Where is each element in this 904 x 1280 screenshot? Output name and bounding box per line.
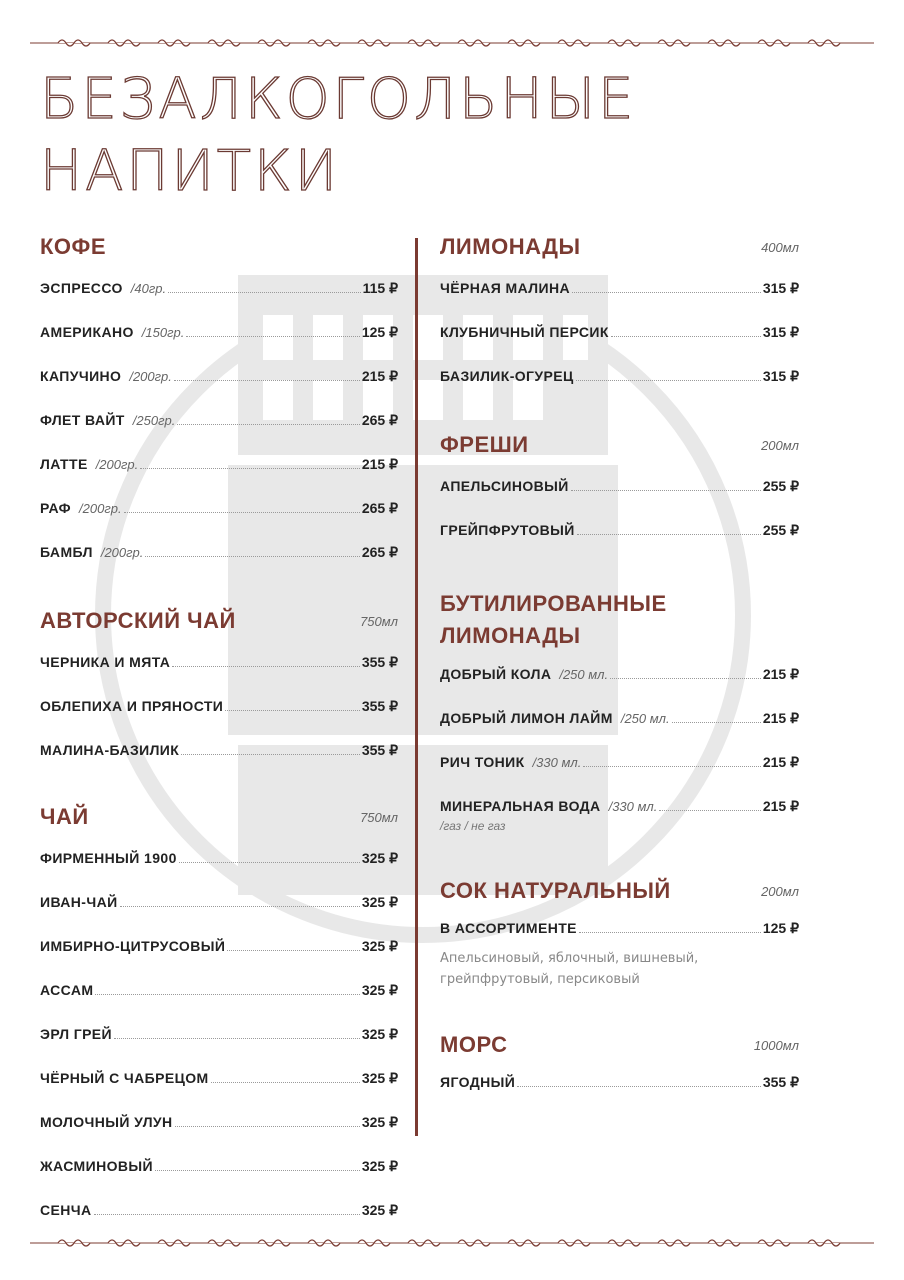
menu-item xyxy=(40,698,398,718)
ornament-wave xyxy=(208,1240,240,1246)
item-price: 355 ₽ xyxy=(361,654,398,670)
menu-item xyxy=(40,280,398,300)
menu-item xyxy=(440,920,799,940)
ornament-wave xyxy=(58,40,90,46)
item-name: АПЕЛЬСИНОВЫЙ xyxy=(440,478,569,494)
dot-leader xyxy=(155,1170,360,1171)
title-line-1: БЕЗАЛКОГОЛЬНЫЕ xyxy=(40,67,637,132)
page-title xyxy=(40,64,636,208)
item-volume: /250 мл. xyxy=(620,711,670,726)
item-price: 325 ₽ xyxy=(361,894,398,910)
item-name: РИЧ ТОНИК xyxy=(440,754,525,770)
dot-leader xyxy=(659,810,760,811)
section-title: СОК НАТУРАЛЬНЫЙ xyxy=(440,878,671,903)
ornament-wave xyxy=(708,1240,740,1246)
top-ornament xyxy=(30,36,874,50)
ornament-wave xyxy=(158,1240,190,1246)
section-title: ЛИМОНАДЫ xyxy=(440,234,581,259)
ornament-wave xyxy=(508,1240,540,1246)
ornament-wave xyxy=(208,40,240,46)
dot-leader xyxy=(571,490,761,491)
juice-description xyxy=(440,948,698,990)
ornament-wave xyxy=(458,1240,490,1246)
menu-item xyxy=(40,368,398,388)
item-name: МИНЕРАЛЬНАЯ ВОДА xyxy=(440,798,601,814)
item-name: РАФ xyxy=(40,500,72,516)
item-volume: /150гр. xyxy=(141,325,185,340)
section-title: ФРЕШИ xyxy=(440,432,529,457)
item-name: ЭРЛ ГРЕЙ xyxy=(40,1026,113,1042)
item-name: ГРЕЙПФРУТОВЫЙ xyxy=(440,522,575,538)
menu-item xyxy=(40,1114,398,1134)
ornament-wave xyxy=(308,40,340,46)
dot-leader xyxy=(227,950,360,951)
dot-leader xyxy=(672,722,761,723)
dot-leader xyxy=(583,766,761,767)
dot-leader xyxy=(120,906,360,907)
column-divider xyxy=(415,238,418,1136)
item-name: МОЛОЧНЫЙ УЛУН xyxy=(40,1114,173,1130)
item-name: ЭСПРЕССО xyxy=(40,280,123,296)
item-name: В АССОРТИМЕНТЕ xyxy=(440,920,577,936)
section-volume: 400мл xyxy=(761,240,799,255)
item-name: ЛАТТЕ xyxy=(40,456,88,472)
menu-item xyxy=(440,710,799,730)
section-fresh xyxy=(440,432,799,538)
section-bottled-lemonades xyxy=(440,588,799,833)
item-name: АССАМ xyxy=(40,982,94,998)
item-price: 255 ₽ xyxy=(762,522,799,538)
item-name: ДОБРЫЙ КОЛА xyxy=(440,666,552,682)
ornament-wave xyxy=(108,40,140,46)
item-price: 215 ₽ xyxy=(762,710,799,726)
item-price: 215 ₽ xyxy=(762,666,799,682)
description-line-1: Апельсиновый, яблочный, вишневый, xyxy=(440,951,699,966)
title-line-2: НАПИТКИ xyxy=(40,139,341,204)
menu-item xyxy=(440,368,799,388)
item-volume: /250гр. xyxy=(132,413,176,428)
ornament-wave xyxy=(158,40,190,46)
item-price: 325 ₽ xyxy=(361,1202,398,1218)
item-volume: /200гр. xyxy=(79,501,122,516)
item-price: 215 ₽ xyxy=(762,798,799,814)
ornament-wave xyxy=(458,40,490,46)
ornament-wave xyxy=(58,1240,90,1246)
menu-item xyxy=(40,938,398,958)
dot-leader xyxy=(114,1038,360,1039)
dot-leader xyxy=(611,336,761,337)
ornament-wave xyxy=(608,1240,640,1246)
item-volume: /250 мл. xyxy=(559,667,609,682)
item-name: ЖАСМИНОВЫЙ xyxy=(40,1158,153,1174)
section-title xyxy=(440,588,799,652)
item-volume: /330 мл. xyxy=(608,799,658,814)
section-title: АВТОРСКИЙ ЧАЙ xyxy=(40,608,236,633)
section-coffee xyxy=(40,234,398,560)
ornament-wave xyxy=(758,40,790,46)
item-price: 215 ₽ xyxy=(361,368,398,384)
item-price: 115 ₽ xyxy=(362,280,398,296)
ornament-wave xyxy=(258,40,290,46)
dot-leader xyxy=(145,556,359,557)
section-tea xyxy=(40,804,398,1218)
dot-leader xyxy=(225,710,360,711)
ornament-wave xyxy=(708,40,740,46)
dot-leader xyxy=(576,380,761,381)
item-price: 355 ₽ xyxy=(361,698,398,714)
section-volume: 200мл xyxy=(761,884,799,899)
menu-item xyxy=(40,982,398,1002)
bottom-ornament xyxy=(30,1236,874,1250)
dot-leader xyxy=(577,534,761,535)
item-price: 325 ₽ xyxy=(361,938,398,954)
dot-leader xyxy=(124,512,360,513)
ornament-wave xyxy=(758,1240,790,1246)
dot-leader xyxy=(94,1214,360,1215)
item-price: 265 ₽ xyxy=(361,412,398,428)
item-volume: /330 мл. xyxy=(532,755,582,770)
menu-item xyxy=(40,850,398,870)
menu-item xyxy=(40,1026,398,1046)
menu-item xyxy=(440,666,799,686)
item-name: ИВАН-ЧАЙ xyxy=(40,894,118,910)
item-name: СЕНЧА xyxy=(40,1202,92,1218)
dot-leader xyxy=(177,424,360,425)
item-price: 325 ₽ xyxy=(361,1070,398,1086)
item-name: БАЗИЛИК-ОГУРЕЦ xyxy=(440,368,574,384)
item-price: 355 ₽ xyxy=(361,742,398,758)
menu-item xyxy=(440,280,799,300)
menu-item xyxy=(40,500,398,520)
ornament-wave xyxy=(558,40,590,46)
dot-leader xyxy=(140,468,360,469)
item-price: 315 ₽ xyxy=(762,324,799,340)
item-price: 125 ₽ xyxy=(762,920,799,936)
section-title-line-1: БУТИЛИРОВАННЫЕ xyxy=(440,591,667,616)
item-price: 325 ₽ xyxy=(361,1114,398,1130)
item-name: ИМБИРНО-ЦИТРУСОВЫЙ xyxy=(40,938,226,954)
description-line-2: грейпфрутовый, персиковый xyxy=(440,972,640,987)
section-title: МОРС xyxy=(440,1032,508,1057)
section-author-tea xyxy=(40,608,398,758)
dot-leader xyxy=(172,666,360,667)
section-juice xyxy=(440,878,799,987)
menu-item xyxy=(440,324,799,344)
item-price: 265 ₽ xyxy=(361,500,398,516)
ornament-wave xyxy=(108,1240,140,1246)
dot-leader xyxy=(211,1082,360,1083)
item-name: МАЛИНА-БАЗИЛИК xyxy=(40,742,180,758)
item-name: ФИРМЕННЫЙ 1900 xyxy=(40,850,177,866)
menu-item xyxy=(40,412,398,432)
ornament-wave xyxy=(358,40,390,46)
item-name: БАМБЛ xyxy=(40,544,93,560)
dot-leader xyxy=(175,1126,360,1127)
ornament-wave xyxy=(608,40,640,46)
menu-item xyxy=(40,1070,398,1090)
section-volume: 750мл xyxy=(360,614,398,629)
section-volume: 200мл xyxy=(761,438,799,453)
item-name: ЧЕРНИКА И МЯТА xyxy=(40,654,171,670)
ornament-wave xyxy=(658,1240,690,1246)
item-note: /газ / не газ xyxy=(440,819,506,833)
menu-item xyxy=(440,798,799,818)
item-price: 325 ₽ xyxy=(361,1026,398,1042)
item-price: 215 ₽ xyxy=(762,754,799,770)
ornament-wave xyxy=(808,1240,840,1246)
item-name: ОБЛЕПИХА И ПРЯНОСТИ xyxy=(40,698,224,714)
dot-leader xyxy=(517,1086,761,1087)
dot-leader xyxy=(95,994,359,995)
menu-item xyxy=(40,456,398,476)
item-name: ФЛЕТ ВАЙТ xyxy=(40,412,125,428)
item-volume: /200гр. xyxy=(129,369,172,384)
ornament-wave xyxy=(658,40,690,46)
item-volume: /40гр. xyxy=(130,281,167,296)
section-title: ЧАЙ xyxy=(40,804,89,829)
menu-item xyxy=(40,742,398,762)
ornament-wave xyxy=(308,1240,340,1246)
item-name: КЛУБНИЧНЫЙ ПЕРСИК xyxy=(440,324,609,340)
section-title-line-2: ЛИМОНАДЫ xyxy=(440,623,581,648)
item-name: ЧЁРНЫЙ С ЧАБРЕЦОМ xyxy=(40,1070,209,1086)
dot-leader xyxy=(610,678,761,679)
ornament-wave xyxy=(808,40,840,46)
menu-item xyxy=(440,1074,799,1094)
item-price: 355 ₽ xyxy=(762,1074,799,1090)
menu-item xyxy=(440,522,799,542)
item-price: 315 ₽ xyxy=(762,280,799,296)
menu-item xyxy=(40,894,398,914)
dot-leader xyxy=(579,932,761,933)
item-name: КАПУЧИНО xyxy=(40,368,122,384)
item-price: 265 ₽ xyxy=(361,544,398,560)
item-price: 215 ₽ xyxy=(361,456,398,472)
ornament-wave xyxy=(558,1240,590,1246)
menu-item xyxy=(440,478,799,498)
item-price: 325 ₽ xyxy=(361,850,398,866)
section-lemonades xyxy=(440,234,799,384)
dot-leader xyxy=(179,862,360,863)
menu-item xyxy=(40,1202,398,1222)
menu-item xyxy=(440,754,799,774)
ornament-wave xyxy=(408,40,440,46)
ornament-wave xyxy=(358,1240,390,1246)
item-price: 125 ₽ xyxy=(361,324,398,340)
section-volume: 750мл xyxy=(360,810,398,825)
item-volume: /200гр. xyxy=(100,545,144,560)
section-mors xyxy=(440,1032,799,1090)
dot-leader xyxy=(186,336,360,337)
item-name: АМЕРИКАНО xyxy=(40,324,134,340)
dot-leader xyxy=(168,292,361,293)
item-name: ДОБРЫЙ ЛИМОН ЛАЙМ xyxy=(440,710,613,726)
menu-item xyxy=(40,654,398,674)
dot-leader xyxy=(572,292,761,293)
menu-item xyxy=(40,1158,398,1178)
ornament-wave xyxy=(408,1240,440,1246)
item-name: ЧЁРНАЯ МАЛИНА xyxy=(440,280,570,296)
section-title: КОФЕ xyxy=(40,234,106,259)
item-price: 315 ₽ xyxy=(762,368,799,384)
item-price: 325 ₽ xyxy=(361,982,398,998)
item-name: ЯГОДНЫЙ xyxy=(440,1074,516,1090)
ornament-wave xyxy=(258,1240,290,1246)
item-price: 255 ₽ xyxy=(762,478,799,494)
ornament-wave xyxy=(508,40,540,46)
section-volume: 1000мл xyxy=(753,1038,799,1053)
dot-leader xyxy=(181,754,360,755)
menu-item xyxy=(40,544,398,564)
item-volume: /200гр. xyxy=(95,457,139,472)
item-price: 325 ₽ xyxy=(361,1158,398,1174)
menu-item xyxy=(40,324,398,344)
dot-leader xyxy=(174,380,360,381)
